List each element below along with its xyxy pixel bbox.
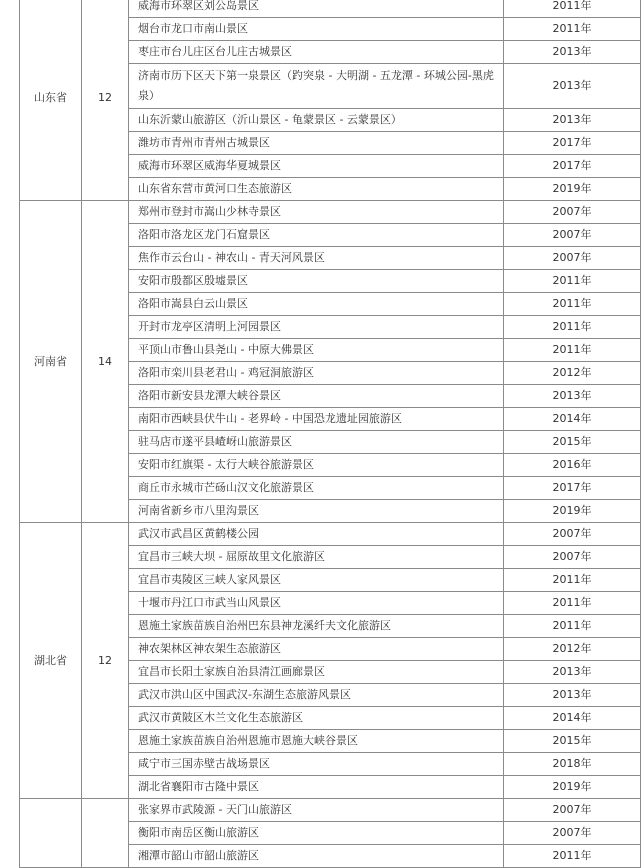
scenic-area-name: 开封市龙亭区清明上河园景区 bbox=[129, 316, 504, 339]
approval-year: 2011年 bbox=[504, 18, 641, 41]
approval-year: 2017年 bbox=[504, 477, 641, 500]
scenic-area-name: 安阳市红旗渠 - 太行大峡谷旅游景区 bbox=[129, 454, 504, 477]
scenic-area-name: 洛阳市洛龙区龙门石窟景区 bbox=[129, 224, 504, 247]
approval-year: 2007年 bbox=[504, 247, 641, 270]
province-cell: 河南省 bbox=[20, 201, 82, 523]
scenic-area-name: 南阳市西峡县伏牛山 - 老界岭 - 中国恐龙遗址园旅游区 bbox=[129, 408, 504, 431]
scenic-area-name: 驻马店市遂平县嵖岈山旅游景区 bbox=[129, 431, 504, 454]
approval-year: 2019年 bbox=[504, 178, 641, 201]
approval-year: 2011年 bbox=[504, 316, 641, 339]
scenic-area-name: 济南市历下区天下第一泉景区（趵突泉 - 大明湖 - 五龙潭 - 环城公园-黑虎泉） bbox=[129, 64, 504, 109]
scenic-area-name: 湘潭市韶山市韶山旅游区 bbox=[129, 845, 504, 868]
approval-year: 2011年 bbox=[504, 270, 641, 293]
approval-year: 2015年 bbox=[504, 431, 641, 454]
table-row bbox=[20, 523, 641, 546]
scenic-area-name: 恩施土家族苗族自治州巴东县神龙溪纤夫文化旅游区 bbox=[129, 615, 504, 638]
approval-year: 2011年 bbox=[504, 569, 641, 592]
province-cell bbox=[20, 799, 82, 868]
approval-year: 2011年 bbox=[504, 615, 641, 638]
scenic-area-name: 十堰市丹江口市武当山风景区 bbox=[129, 592, 504, 615]
approval-year: 2007年 bbox=[504, 822, 641, 845]
scenic-area-name: 焦作市云台山 - 神农山 - 青天河风景区 bbox=[129, 247, 504, 270]
approval-year: 2012年 bbox=[504, 638, 641, 661]
approval-year: 2013年 bbox=[504, 64, 641, 109]
scenic-area-name: 宜昌市长阳土家族自治县清江画廊景区 bbox=[129, 661, 504, 684]
scenic-area-name: 洛阳市栾川县老君山 - 鸡冠洞旅游区 bbox=[129, 362, 504, 385]
scenic-area-name: 恩施土家族苗族自治州恩施市恩施大峡谷景区 bbox=[129, 730, 504, 753]
approval-year: 2013年 bbox=[504, 684, 641, 707]
count-cell: 12 bbox=[82, 523, 129, 799]
count-cell: 12 bbox=[82, 0, 129, 201]
approval-year: 2011年 bbox=[504, 339, 641, 362]
province-cell: 山东省 bbox=[20, 0, 82, 201]
approval-year: 2017年 bbox=[504, 155, 641, 178]
approval-year: 2007年 bbox=[504, 799, 641, 822]
scenic-area-name: 宜昌市夷陵区三峡人家风景区 bbox=[129, 569, 504, 592]
approval-year: 2019年 bbox=[504, 776, 641, 799]
scenic-area-name: 河南省新乡市八里沟景区 bbox=[129, 500, 504, 523]
approval-year: 2014年 bbox=[504, 707, 641, 730]
approval-year: 2011年 bbox=[504, 592, 641, 615]
scenic-area-name: 枣庄市台儿庄区台儿庄古城景区 bbox=[129, 41, 504, 64]
scenic-area-name: 衡阳市南岳区衡山旅游区 bbox=[129, 822, 504, 845]
table-row bbox=[20, 799, 641, 822]
approval-year: 2007年 bbox=[504, 546, 641, 569]
scenic-area-name: 咸宁市三国赤壁古战场景区 bbox=[129, 753, 504, 776]
approval-year: 2019年 bbox=[504, 500, 641, 523]
table-row bbox=[20, 201, 641, 224]
scenic-area-name: 神农架林区神农架生态旅游区 bbox=[129, 638, 504, 661]
approval-year: 2013年 bbox=[504, 385, 641, 408]
scenic-area-name: 武汉市洪山区中国武汉-东湖生态旅游风景区 bbox=[129, 684, 504, 707]
approval-year: 2016年 bbox=[504, 454, 641, 477]
scenic-area-name: 洛阳市新安县龙潭大峡谷景区 bbox=[129, 385, 504, 408]
scenic-area-name: 潍坊市青州市青州古城景区 bbox=[129, 132, 504, 155]
approval-year: 2015年 bbox=[504, 730, 641, 753]
approval-year: 2013年 bbox=[504, 109, 641, 132]
approval-year: 2013年 bbox=[504, 41, 641, 64]
scenic-area-name: 山东沂蒙山旅游区（沂山景区 - 龟蒙景区 - 云蒙景区） bbox=[129, 109, 504, 132]
scenic-area-name: 武汉市武昌区黄鹤楼公园 bbox=[129, 523, 504, 546]
scenic-area-name: 武汉市黄陂区木兰文化生态旅游区 bbox=[129, 707, 504, 730]
approval-year: 2011年 bbox=[504, 845, 641, 868]
scenic-area-name: 平顶山市鲁山县尧山 - 中原大佛景区 bbox=[129, 339, 504, 362]
count-cell bbox=[82, 799, 129, 868]
approval-year: 2007年 bbox=[504, 201, 641, 224]
scenic-area-name: 湖北省襄阳市古隆中景区 bbox=[129, 776, 504, 799]
approval-year: 2007年 bbox=[504, 224, 641, 247]
scenic-area-table bbox=[19, 0, 641, 868]
approval-year: 2013年 bbox=[504, 661, 641, 684]
scenic-area-name: 安阳市殷都区殷墟景区 bbox=[129, 270, 504, 293]
approval-year: 2012年 bbox=[504, 362, 641, 385]
approval-year: 2011年 bbox=[504, 293, 641, 316]
approval-year: 2011年 bbox=[504, 0, 641, 18]
scenic-area-name: 商丘市永城市芒砀山汉文化旅游景区 bbox=[129, 477, 504, 500]
scenic-area-name: 烟台市龙口市南山景区 bbox=[129, 18, 504, 41]
approval-year: 2014年 bbox=[504, 408, 641, 431]
province-cell: 湖北省 bbox=[20, 523, 82, 799]
approval-year: 2018年 bbox=[504, 753, 641, 776]
scenic-area-name: 张家界市武陵源 - 天门山旅游区 bbox=[129, 799, 504, 822]
scenic-area-name: 洛阳市嵩县白云山景区 bbox=[129, 293, 504, 316]
scenic-area-name: 郑州市登封市嵩山少林寺景区 bbox=[129, 201, 504, 224]
scenic-area-name: 山东省东营市黄河口生态旅游区 bbox=[129, 178, 504, 201]
approval-year: 2007年 bbox=[504, 523, 641, 546]
table-body bbox=[20, 0, 641, 868]
scenic-area-name: 威海市环翠区刘公岛景区 bbox=[129, 0, 504, 18]
approval-year: 2017年 bbox=[504, 132, 641, 155]
scenic-area-name: 威海市环翠区威海华夏城景区 bbox=[129, 155, 504, 178]
count-cell: 14 bbox=[82, 201, 129, 523]
table-row bbox=[20, 0, 641, 18]
scenic-area-name: 宜昌市三峡大坝 - 屈原故里文化旅游区 bbox=[129, 546, 504, 569]
